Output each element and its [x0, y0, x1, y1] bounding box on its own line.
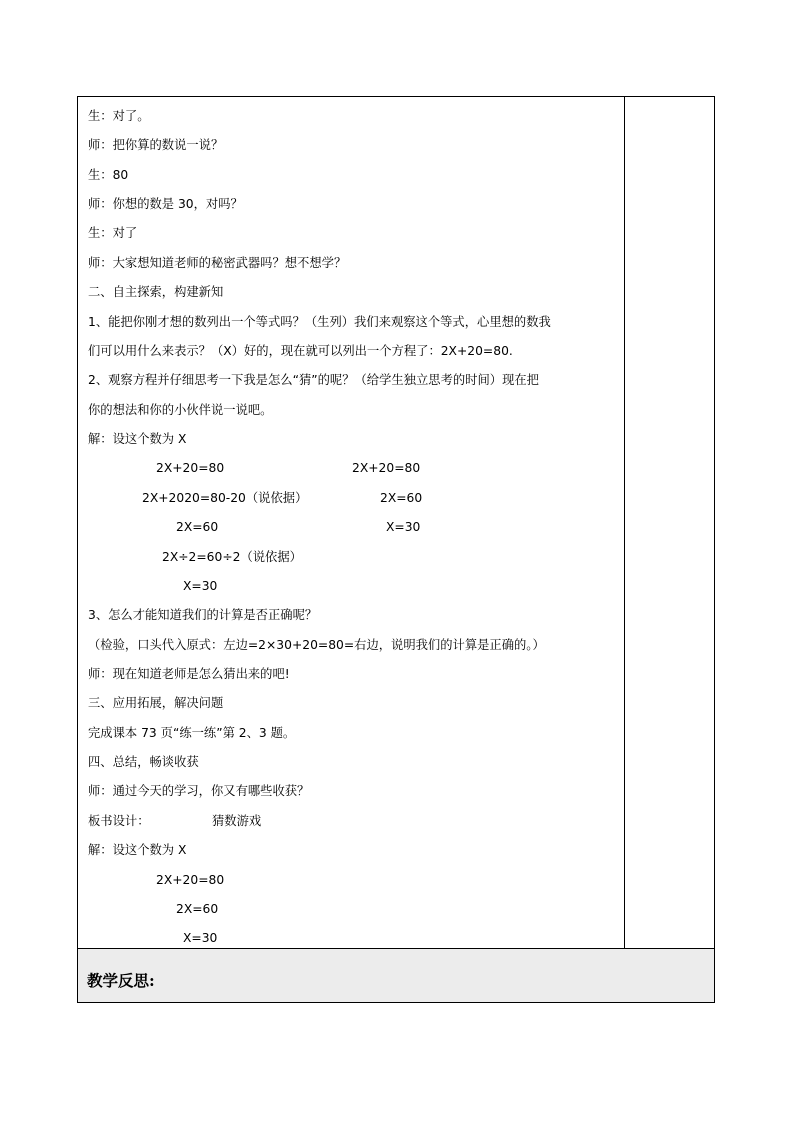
equation-step: 2X+20=80: [156, 873, 225, 887]
text-line: 生：对了。: [88, 109, 150, 123]
text-line: 2、观察方程并仔细思考一下我是怎么“猜”的呢？（给学生独立思考的时间）现在把: [88, 373, 539, 387]
reflection-row: [78, 949, 714, 1002]
column-divider: [624, 97, 625, 948]
text-line: 完成课本 73 页“练一练”第 2、3 题。: [88, 726, 296, 740]
text-line: （检验，口头代入原式：左边=2×30+20=80=右边，说明我们的计算是正确的。）: [88, 638, 545, 652]
text-line: 你的想法和你的小伙伴说一说吧。: [88, 403, 273, 417]
equation-step: 2X+2020=80-20（说依据）: [142, 491, 308, 505]
text-line: 们可以用什么来表示？（X）好的，现在就可以列出一个方程了：2X+20=80.: [88, 344, 513, 358]
text-line: 师：你想的数是 30，对吗？: [88, 197, 243, 211]
equation-step: 2X=60: [176, 520, 219, 534]
text-line: 师：大家想知道老师的秘密武器吗？想不想学？: [88, 256, 347, 270]
text-line: 师：把你算的数说一说？: [88, 138, 224, 152]
lesson-table: [77, 96, 715, 1003]
board-design-title: 猜数游戏: [212, 814, 262, 828]
section-heading: 四、总结，畅谈收获: [88, 755, 199, 769]
text-line: 生：80: [88, 168, 129, 182]
equation-step: 2X+20=80: [156, 461, 225, 475]
equation-step: 2X÷2=60÷2（说依据）: [162, 550, 302, 564]
text-line: 解：设这个数为 X: [88, 843, 187, 857]
text-line: 生：对了: [88, 226, 138, 240]
equation-step: X=30: [386, 520, 421, 534]
text-line: 3、怎么才能知道我们的计算是否正确呢？: [88, 608, 318, 622]
section-heading: 二、自主探索，构建新知: [88, 285, 224, 299]
text-line: 1、能把你刚才想的数列出一个等式吗？（生列）我们来观察这个等式，心里想的数我: [88, 315, 551, 329]
equation-step: 2X=60: [176, 902, 219, 916]
equation-step: X=30: [183, 579, 218, 593]
equation-step: 2X=60: [380, 491, 423, 505]
reflection-label: 教学反思:: [87, 971, 155, 990]
text-line: 师：通过今天的学习，你又有哪些收获？: [88, 784, 310, 798]
text-line: 解：设这个数为 X: [88, 432, 187, 446]
board-design-label: 板书设计：: [88, 814, 150, 828]
text-line: 师：现在知道老师是怎么猜出来的吧!: [88, 667, 290, 681]
equation-step: X=30: [183, 931, 218, 945]
section-heading: 三、应用拓展，解决问题: [88, 696, 224, 710]
equation-step: 2X+20=80: [352, 461, 421, 475]
